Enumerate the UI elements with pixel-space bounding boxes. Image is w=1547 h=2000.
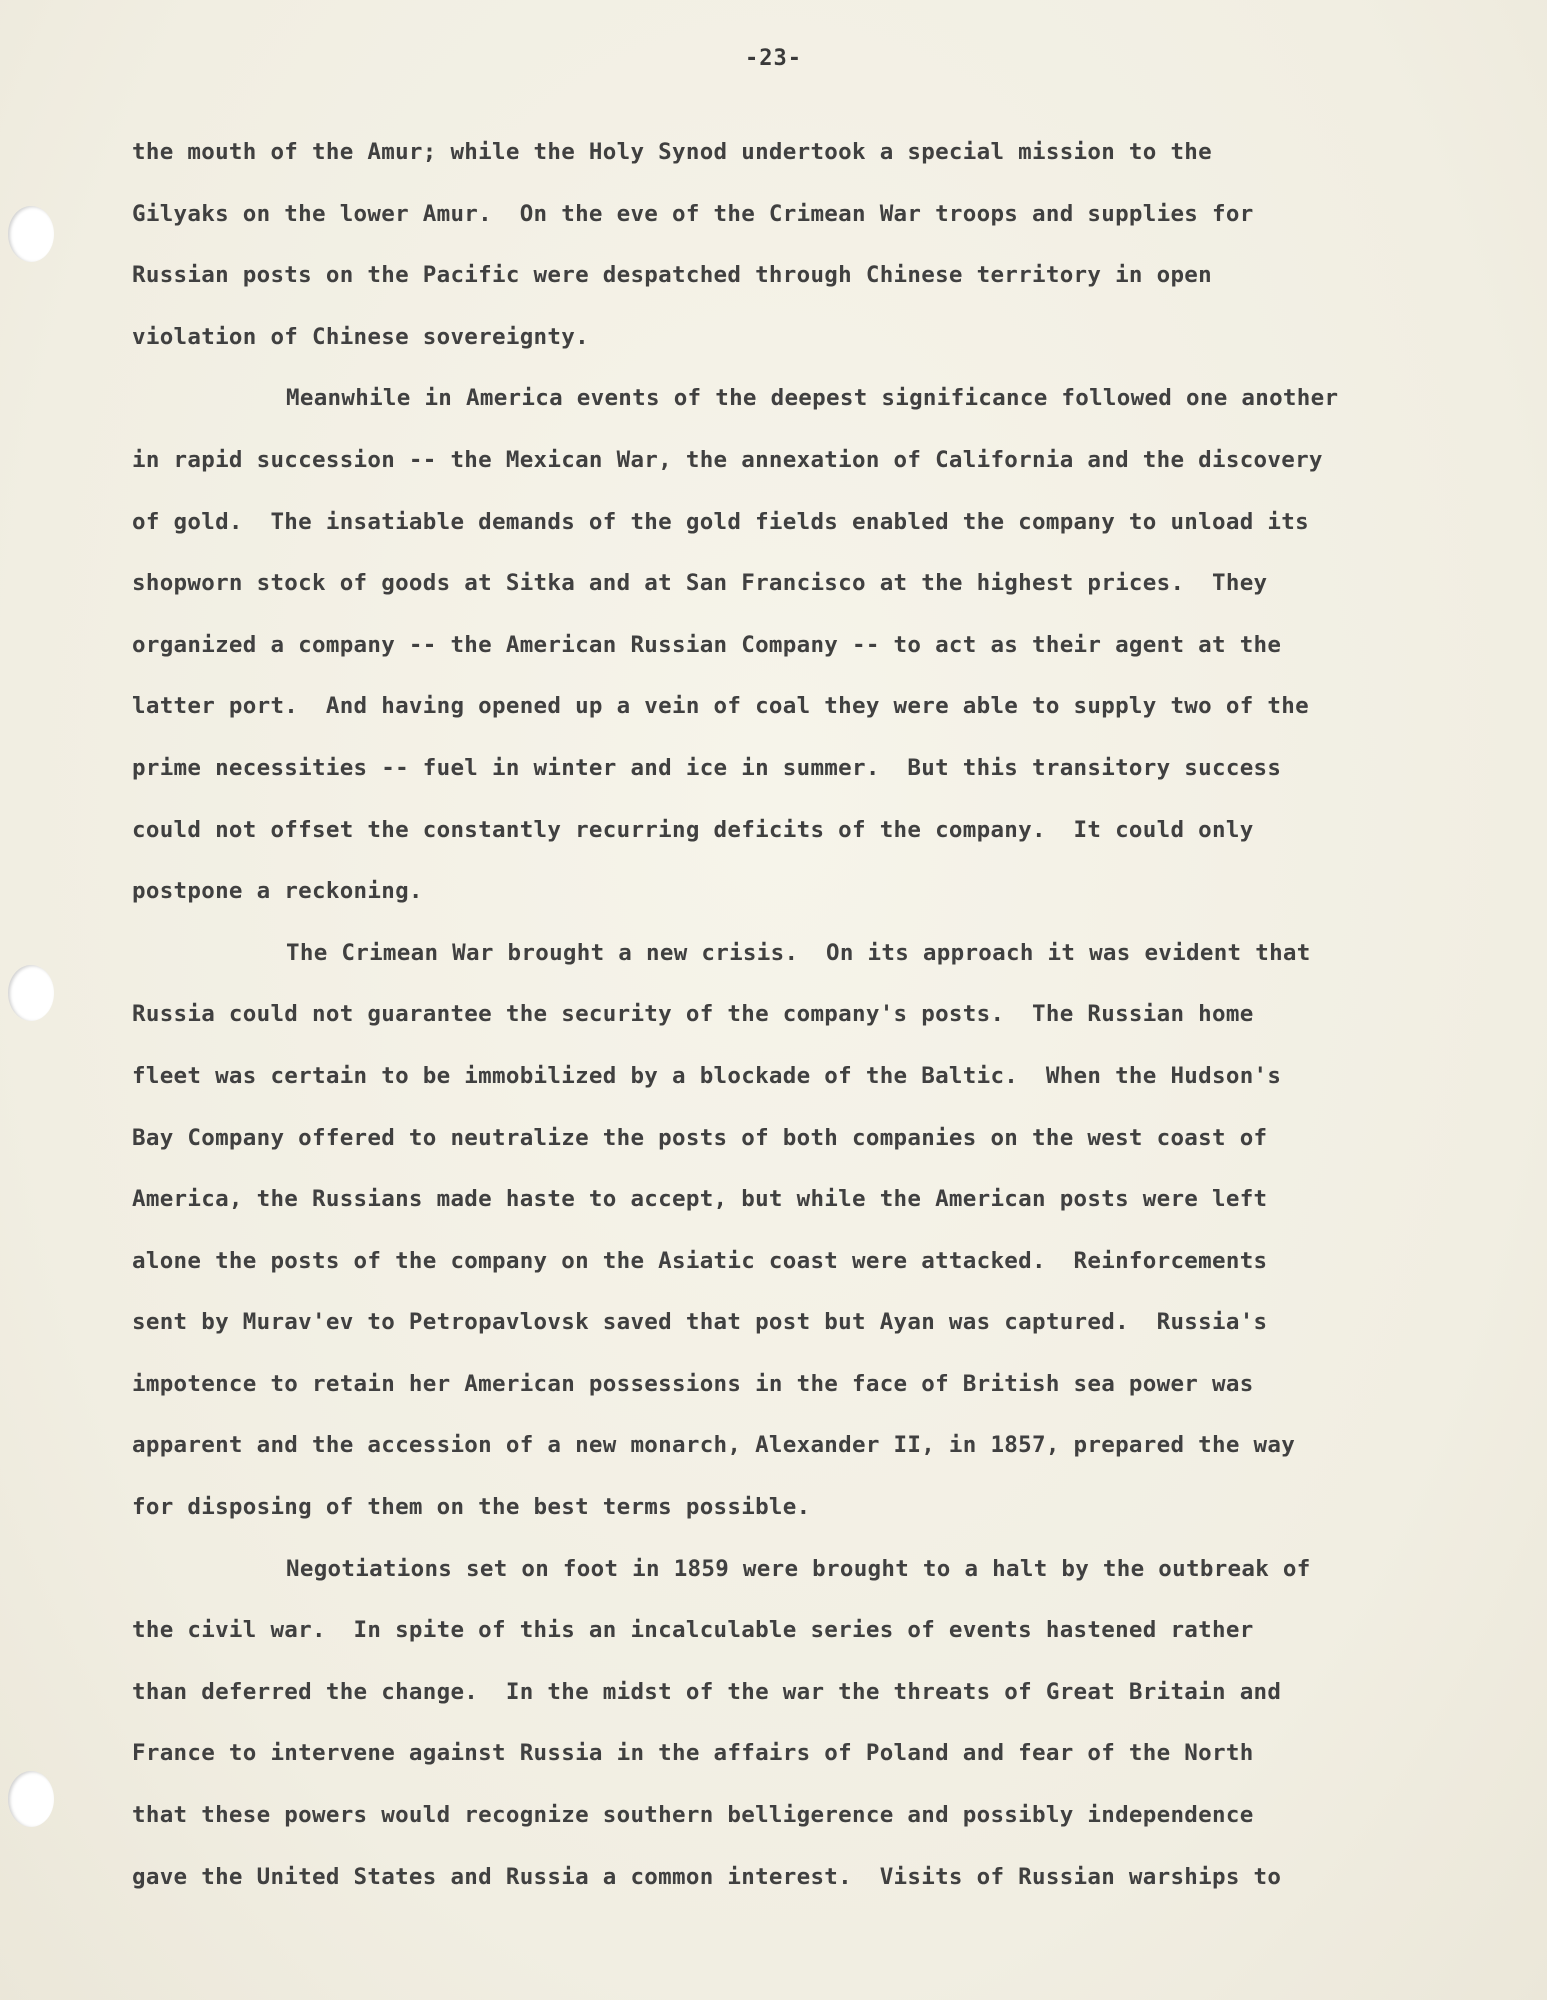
text-line: Russian posts on the Pacific were despatched through Chinese territory in open <box>132 262 1212 289</box>
text-line: Russia could not guarantee the security of the company's posts. The Russian home <box>132 1001 1254 1028</box>
paragraph-first-line: Negotiations set on foot in 1859 were brought to a halt by the outbreak of <box>286 1555 1311 1582</box>
text-line: violation of Chinese sovereignty. <box>132 323 589 350</box>
paragraph-first-line: The Crimean War brought a new crisis. On its approach it was evident that <box>286 939 1311 966</box>
text-line: sent by Murav'ev to Petropavlovsk saved that post but Ayan was captured. Russia's <box>132 1309 1268 1336</box>
text-line: than deferred the change. In the midst of the war the threats of Great Britain and <box>132 1678 1282 1705</box>
page-number: -23- <box>745 46 802 71</box>
text-line: postpone a reckoning. <box>132 878 423 905</box>
paragraph-first-line: Meanwhile in America events of the deepest significance followed one another <box>286 385 1339 412</box>
text-line: France to intervene against Russia in the affairs of Poland and fear of the North <box>132 1740 1254 1767</box>
text-line: for disposing of them on the best terms possible. <box>132 1494 811 1521</box>
text-line: the mouth of the Amur; while the Holy Synod undertook a special mission to the <box>132 139 1212 165</box>
text-line: latter port. And having opened up a vein of coal they were able to supply two of the <box>132 693 1309 720</box>
text-line: Bay Company offered to neutralize the posts of both companies on the west coast of <box>132 1124 1268 1151</box>
text-line: could not offset the constantly recurring deficits of the company. It could only <box>132 816 1254 843</box>
text-line: shopworn stock of goods at Sitka and at San Francisco at the highest prices. They <box>132 570 1268 597</box>
punch-hole <box>8 1771 54 1827</box>
text-line: of gold. The insatiable demands of the gold fields enabled the company to unload its <box>132 508 1309 535</box>
punch-hole <box>8 965 54 1021</box>
text-line: apparent and the accession of a new monarch, Alexander II, in 1857, prepared the way <box>132 1432 1296 1459</box>
text-line: that these powers would recognize southern belligerence and possibly independence <box>132 1802 1254 1829</box>
text-line: fleet was certain to be immobilized by a blockade of the Baltic. When the Hudson's <box>132 1062 1282 1089</box>
text-line: Gilyaks on the lower Amur. On the eve of the Crimean War troops and supplies for <box>132 200 1254 227</box>
body-text <box>132 132 1452 1918</box>
text-line: impotence to retain her American possessions in the face of British sea power was <box>132 1370 1254 1397</box>
text-line: prime necessities -- fuel in winter and ice in summer. But this transitory success <box>132 754 1282 781</box>
text-line: the civil war. In spite of this an incalculable series of events hastened rather <box>132 1617 1254 1644</box>
text-line: America, the Russians made haste to accept, but while the American posts were left <box>132 1186 1268 1213</box>
text-line: gave the United States and Russia a common interest. Visits of Russian warships to <box>132 1863 1282 1890</box>
text-line: in rapid succession -- the Mexican War, the annexation of California and the discovery <box>132 446 1323 473</box>
text-line: alone the posts of the company on the Asiatic coast were attacked. Reinforcements <box>132 1247 1268 1274</box>
punch-hole <box>8 206 54 262</box>
text-line: organized a company -- the American Russian Company -- to act as their agent at the <box>132 631 1282 658</box>
